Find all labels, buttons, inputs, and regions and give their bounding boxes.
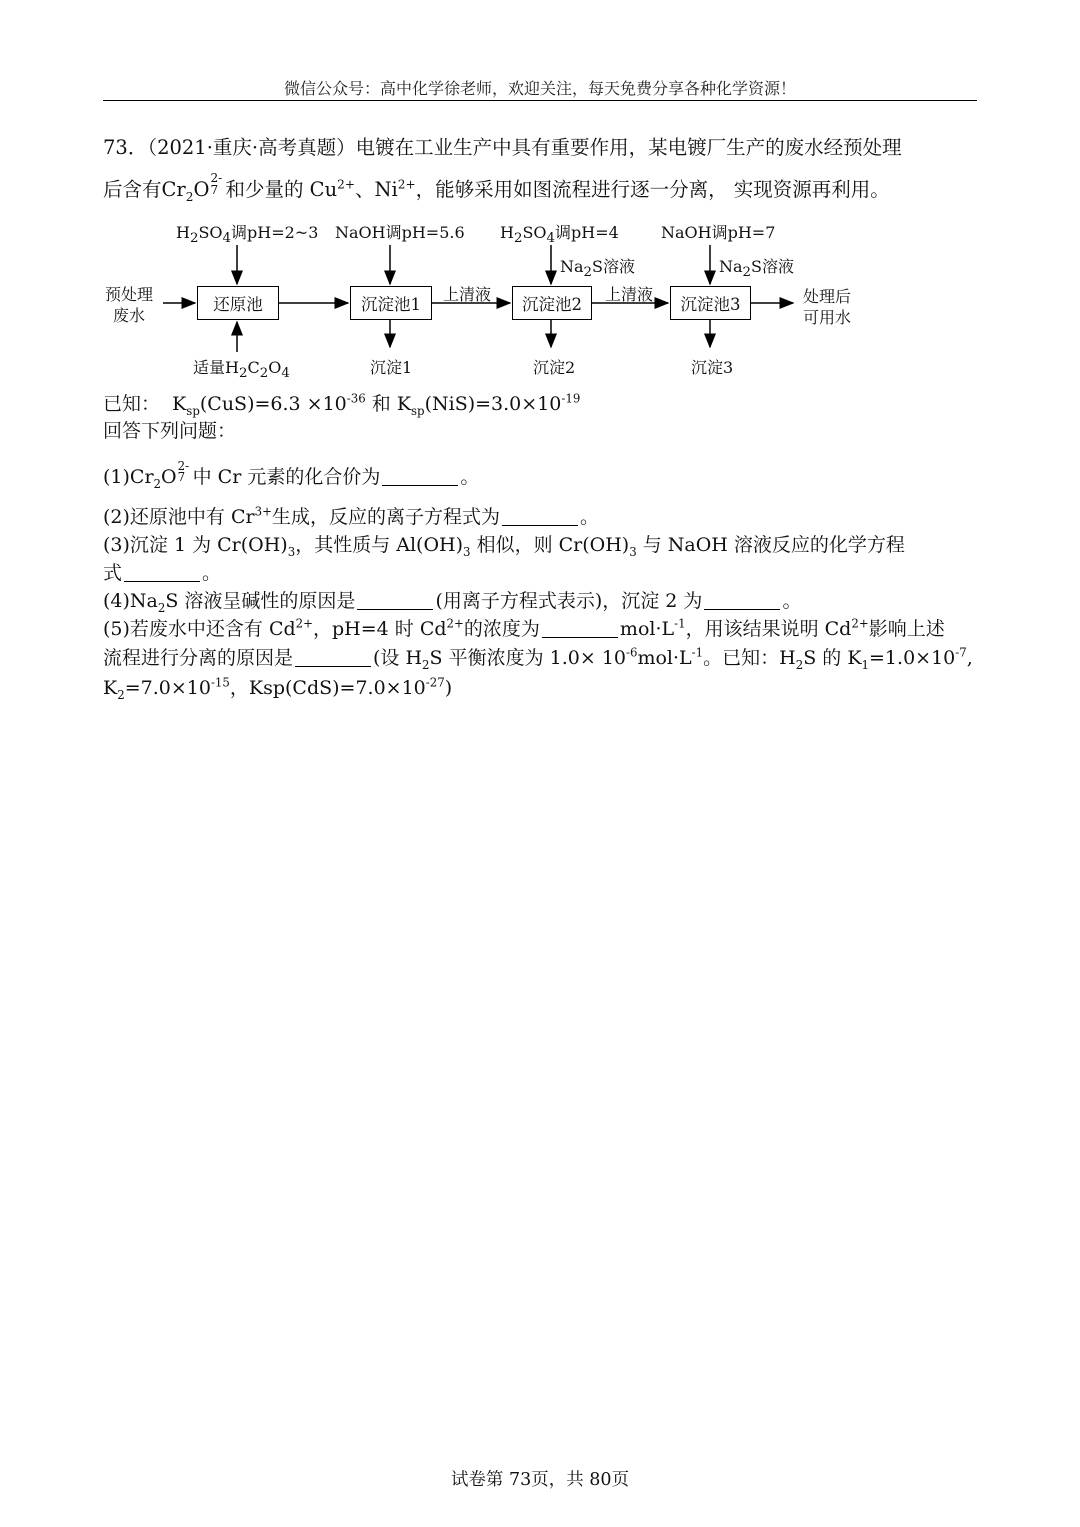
treated-water-label: 处理后 可用水 [803, 287, 852, 327]
question-stem-line1 [103, 132, 902, 160]
sub-question-5-line2: 流程进行分离的原因是 (设 $H_2S$ 平衡浓度为 $1.0\times 10^{-6}mol\cdot L^{-1}$。已知：$H_2S$ 的 $K_1=1.0\times 10^{-7}$, [103, 645, 973, 672]
question-stem-line2: 后含有$Cr_2O$ 2- 7 和少量的 $Cu^{2+}$、$Ni^{2+}$，能够采用如图流程进行逐一分离， 实现资源再利用。 [103, 171, 890, 204]
page-footer: 试卷第 73页，共 80页 [450, 1470, 630, 1490]
sub-question-5-line1: (5)若废水中还含有 $Cd^{2+}$，pH=4 时 $Cd^{2+}$的浓度为 $mol\cdot L^{-1}$，用该结果说明 $Cd^{2+}$影响上述 [103, 616, 945, 640]
question-number: 73． [103, 136, 148, 159]
page-header: 微信公众号：高中化学徐老师，欢迎关注，每天免费分享各种化学资源！ [283, 79, 796, 98]
reagent-label-1: $H_2SO_4$调pH=2~3 [176, 223, 319, 247]
sub-question-3-line1: (3)沉淀 1 为 $Cr(OH)_3$，其性质与 $Al(OH)_3$ 相似，则 $Cr(OH)_3$ 与 NaOH 溶液反应的化学方程 [103, 534, 905, 559]
supernatant-label-1: 上清液 [443, 285, 492, 304]
reagent-label-3: $H_2SO_4$调pH=4 [500, 223, 619, 247]
answer-blank[interactable] [124, 562, 200, 582]
precipitate-1-label: 沉淀1 [370, 358, 413, 377]
sub-question-3-line2: 式 。 [103, 562, 222, 584]
answer-prompt: 回答下列问题： [103, 420, 237, 442]
sub-question-5-line3: $K_2=7.0\times 10^{-15}$，$Ksp(CdS)=7.0\times 10^{-27}$) [103, 675, 453, 702]
sub-question-4: $(4)Na_2S$ 溶液呈碱性的原因是 (用离子方程式表示)，沉淀 2 为 。 [103, 590, 802, 615]
answer-blank[interactable] [295, 647, 371, 667]
sub-question-2: (2)还原池中有 $Cr^{3+}$生成，反应的离子方程式为 。 [103, 504, 599, 528]
question-source: （2021·重庆·高考真题） [147, 136, 356, 159]
settling-pool-2-box: 沉淀池2 [512, 286, 592, 320]
answer-blank[interactable] [382, 466, 458, 486]
question-stem-text1: 电镀在工业生产中具有重要作用，某电镀厂生产的废水经预处理 [355, 136, 902, 159]
known-ksp-line: 已知： $K_{sp}(CuS)=6.3 \times 10^{-36}$ 和 $K_{sp}(NiS)=3.0\times 10^{-19}$ [103, 391, 581, 418]
reagent-label-4: NaOH调pH=7 [661, 223, 776, 242]
reagent-label-2: NaOH调pH=5.6 [335, 223, 465, 242]
answer-blank[interactable] [357, 590, 433, 610]
precipitate-2-label: 沉淀2 [533, 358, 576, 377]
na2s-label-2: $Na_2S$溶液 [719, 257, 795, 281]
precipitate-3-label: 沉淀3 [691, 358, 734, 377]
answer-blank[interactable] [542, 618, 618, 638]
sub-question-1: $(1)Cr_2O$ 2- 7 中 Cr 元素的化合价为 。 [103, 458, 480, 491]
answer-blank[interactable] [704, 590, 780, 610]
supernatant-label-2: 上清液 [605, 285, 654, 304]
oxalic-acid-label: 适量$H_2C_2O_4$ [193, 358, 290, 382]
settling-pool-3-box: 沉淀池3 [670, 286, 751, 320]
reduction-pool-box: 还原池 [197, 286, 279, 320]
feed-label: 预处理 废水 [105, 285, 154, 325]
settling-pool-1-box: 沉淀池1 [350, 286, 432, 320]
answer-blank[interactable] [502, 506, 578, 526]
header-divider [103, 100, 977, 101]
na2s-label-1: $Na_2S$溶液 [560, 257, 636, 281]
